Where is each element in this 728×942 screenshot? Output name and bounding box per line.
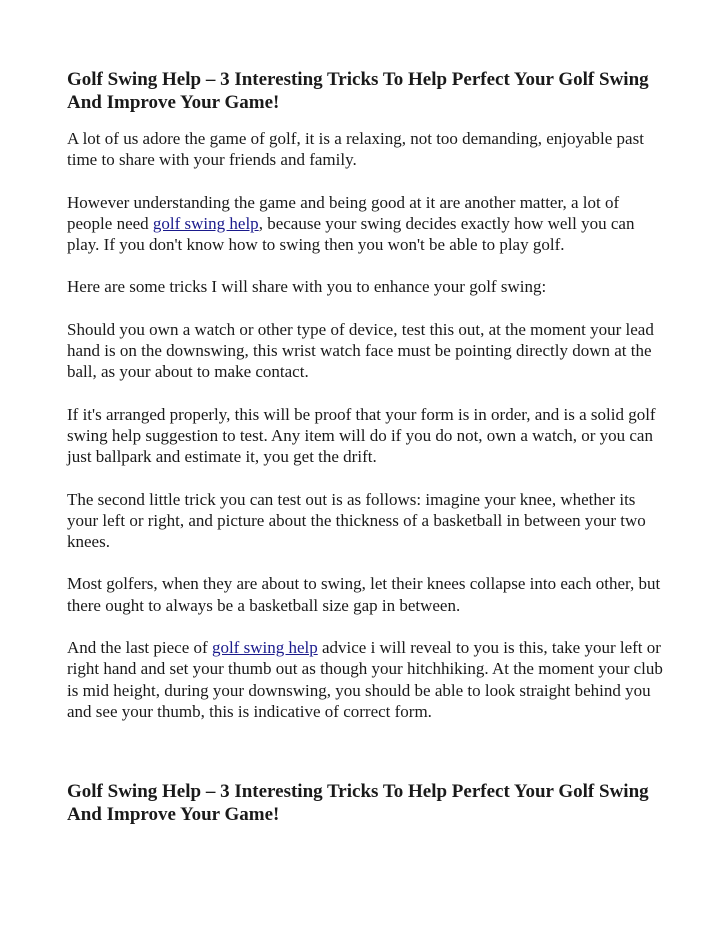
paragraph-text: , because your swing decides exactly how well you can play. If you don't know how to swing then you won't be able to play golf. xyxy=(67,213,635,255)
tricks-intro-paragraph: Here are some tricks I will share with you to enhance your golf swing: xyxy=(67,277,547,297)
golf-swing-help-link[interactable]: golf swing help xyxy=(211,638,318,658)
form-proof-paragraph: If it's arranged properly, this will be proof that your form is in order, and is a solid golf swing help suggestion to test. Any item will do if you do not, own a watch, or you can just ballpark and estimate it, you get the drift. xyxy=(67,404,656,467)
article-title: Golf Swing Help – 3 Interesting Tricks To Help Perfect Your Golf Swing And Improve Your Game! xyxy=(67,69,649,113)
thumb-trick-paragraph xyxy=(67,637,667,722)
intro-paragraph: A lot of us adore the game of golf, it is a relaxing, not too demanding, enjoyable past time to share with your friends and family. xyxy=(67,129,644,170)
article xyxy=(67,68,667,826)
watch-trick-paragraph: Should you own a watch or other type of device, test this out, at the moment your lead hand is on the downswing, this wrist watch face must be pointing directly down at the ball, as your about to make contact. xyxy=(67,319,654,382)
golf-swing-help-link[interactable]: golf swing help xyxy=(152,213,259,233)
paragraph-text: advice i will reveal to you is this, take your left or right hand and set your thumb out as though your hitchhiking. At the moment your club is mid height, during your downswing, you should be able to look straight behind you and see your thumb, this is indicative of correct form. xyxy=(67,638,663,721)
repeat-article-title: Golf Swing Help – 3 Interesting Tricks To Help Perfect Your Golf Swing And Improve Your Game! xyxy=(67,781,649,826)
paragraph-text: And the last piece of xyxy=(67,638,212,658)
knees-collapse-paragraph: Most golfers, when they are about to swing, let their knees collapse into each other, but there ought to always be a basketball size gap in between. xyxy=(67,574,661,615)
paragraph-text: However understanding the game and being good at it are another matter, a lot of people need xyxy=(67,192,620,233)
understanding-paragraph xyxy=(67,192,667,256)
knee-trick-paragraph: The second little trick you can test out is as follows: imagine your knee, whether its your left or right, and picture about the thickness of a basketball in between your two knees. xyxy=(67,489,646,552)
